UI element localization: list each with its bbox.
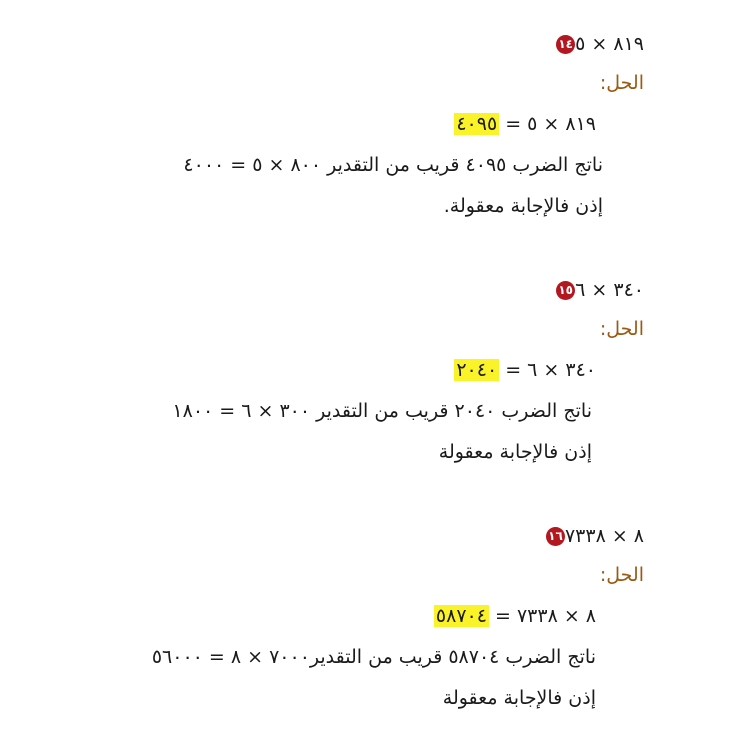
- problem-15-heading: [550, 276, 644, 304]
- problem-number-badge: ١٥: [556, 281, 575, 300]
- solution-label: الحل:: [599, 318, 644, 340]
- problem-question: ٨١٩ × ٥: [575, 33, 644, 55]
- problem-question: ٨ × ٧٣٣٨: [564, 525, 644, 547]
- solution-equation: [454, 356, 596, 384]
- highlighted-answer: ٤٠٩٥: [456, 113, 498, 135]
- estimate-line: ناتج الضرب ٤٠٩٥ قريب من التقدير ٨٠٠ × ٥ = ٤٠٠٠: [183, 154, 603, 176]
- equation-expression: ٨١٩ × ٥ =: [499, 113, 596, 135]
- solution-equation: [434, 602, 596, 630]
- problem-16-heading: [540, 522, 644, 550]
- conclusion-line: إذن فالإجابة معقولة: [442, 687, 596, 709]
- problem-number-badge: ١٦: [546, 527, 565, 546]
- estimate-line: ناتج الضرب ٢٠٤٠ قريب من التقدير ٣٠٠ × ٦ = ١٨٠٠: [172, 400, 592, 422]
- problem-question: ٣٤٠ × ٦: [575, 279, 644, 301]
- problem-number-badge: ١٤: [556, 35, 575, 54]
- problem-14-heading: [550, 30, 644, 58]
- equation-expression: ٨ × ٧٣٣٨ =: [488, 605, 596, 627]
- solution-label: الحل:: [599, 72, 644, 94]
- highlighted-answer: ٢٠٤٠: [456, 359, 498, 381]
- solution-label: الحل:: [599, 564, 644, 586]
- solution-equation: [454, 110, 596, 138]
- conclusion-line: إذن فالإجابة معقولة.: [443, 195, 603, 217]
- highlighted-answer: ٥٨٧٠٤: [435, 605, 487, 627]
- estimate-line: ناتج الضرب ٥٨٧٠٤ قريب من التقدير٧٠٠٠ × ٨ = ٥٦٠٠٠: [151, 646, 596, 668]
- conclusion-line: إذن فالإجابة معقولة: [438, 441, 592, 463]
- equation-expression: ٣٤٠ × ٦ =: [499, 359, 596, 381]
